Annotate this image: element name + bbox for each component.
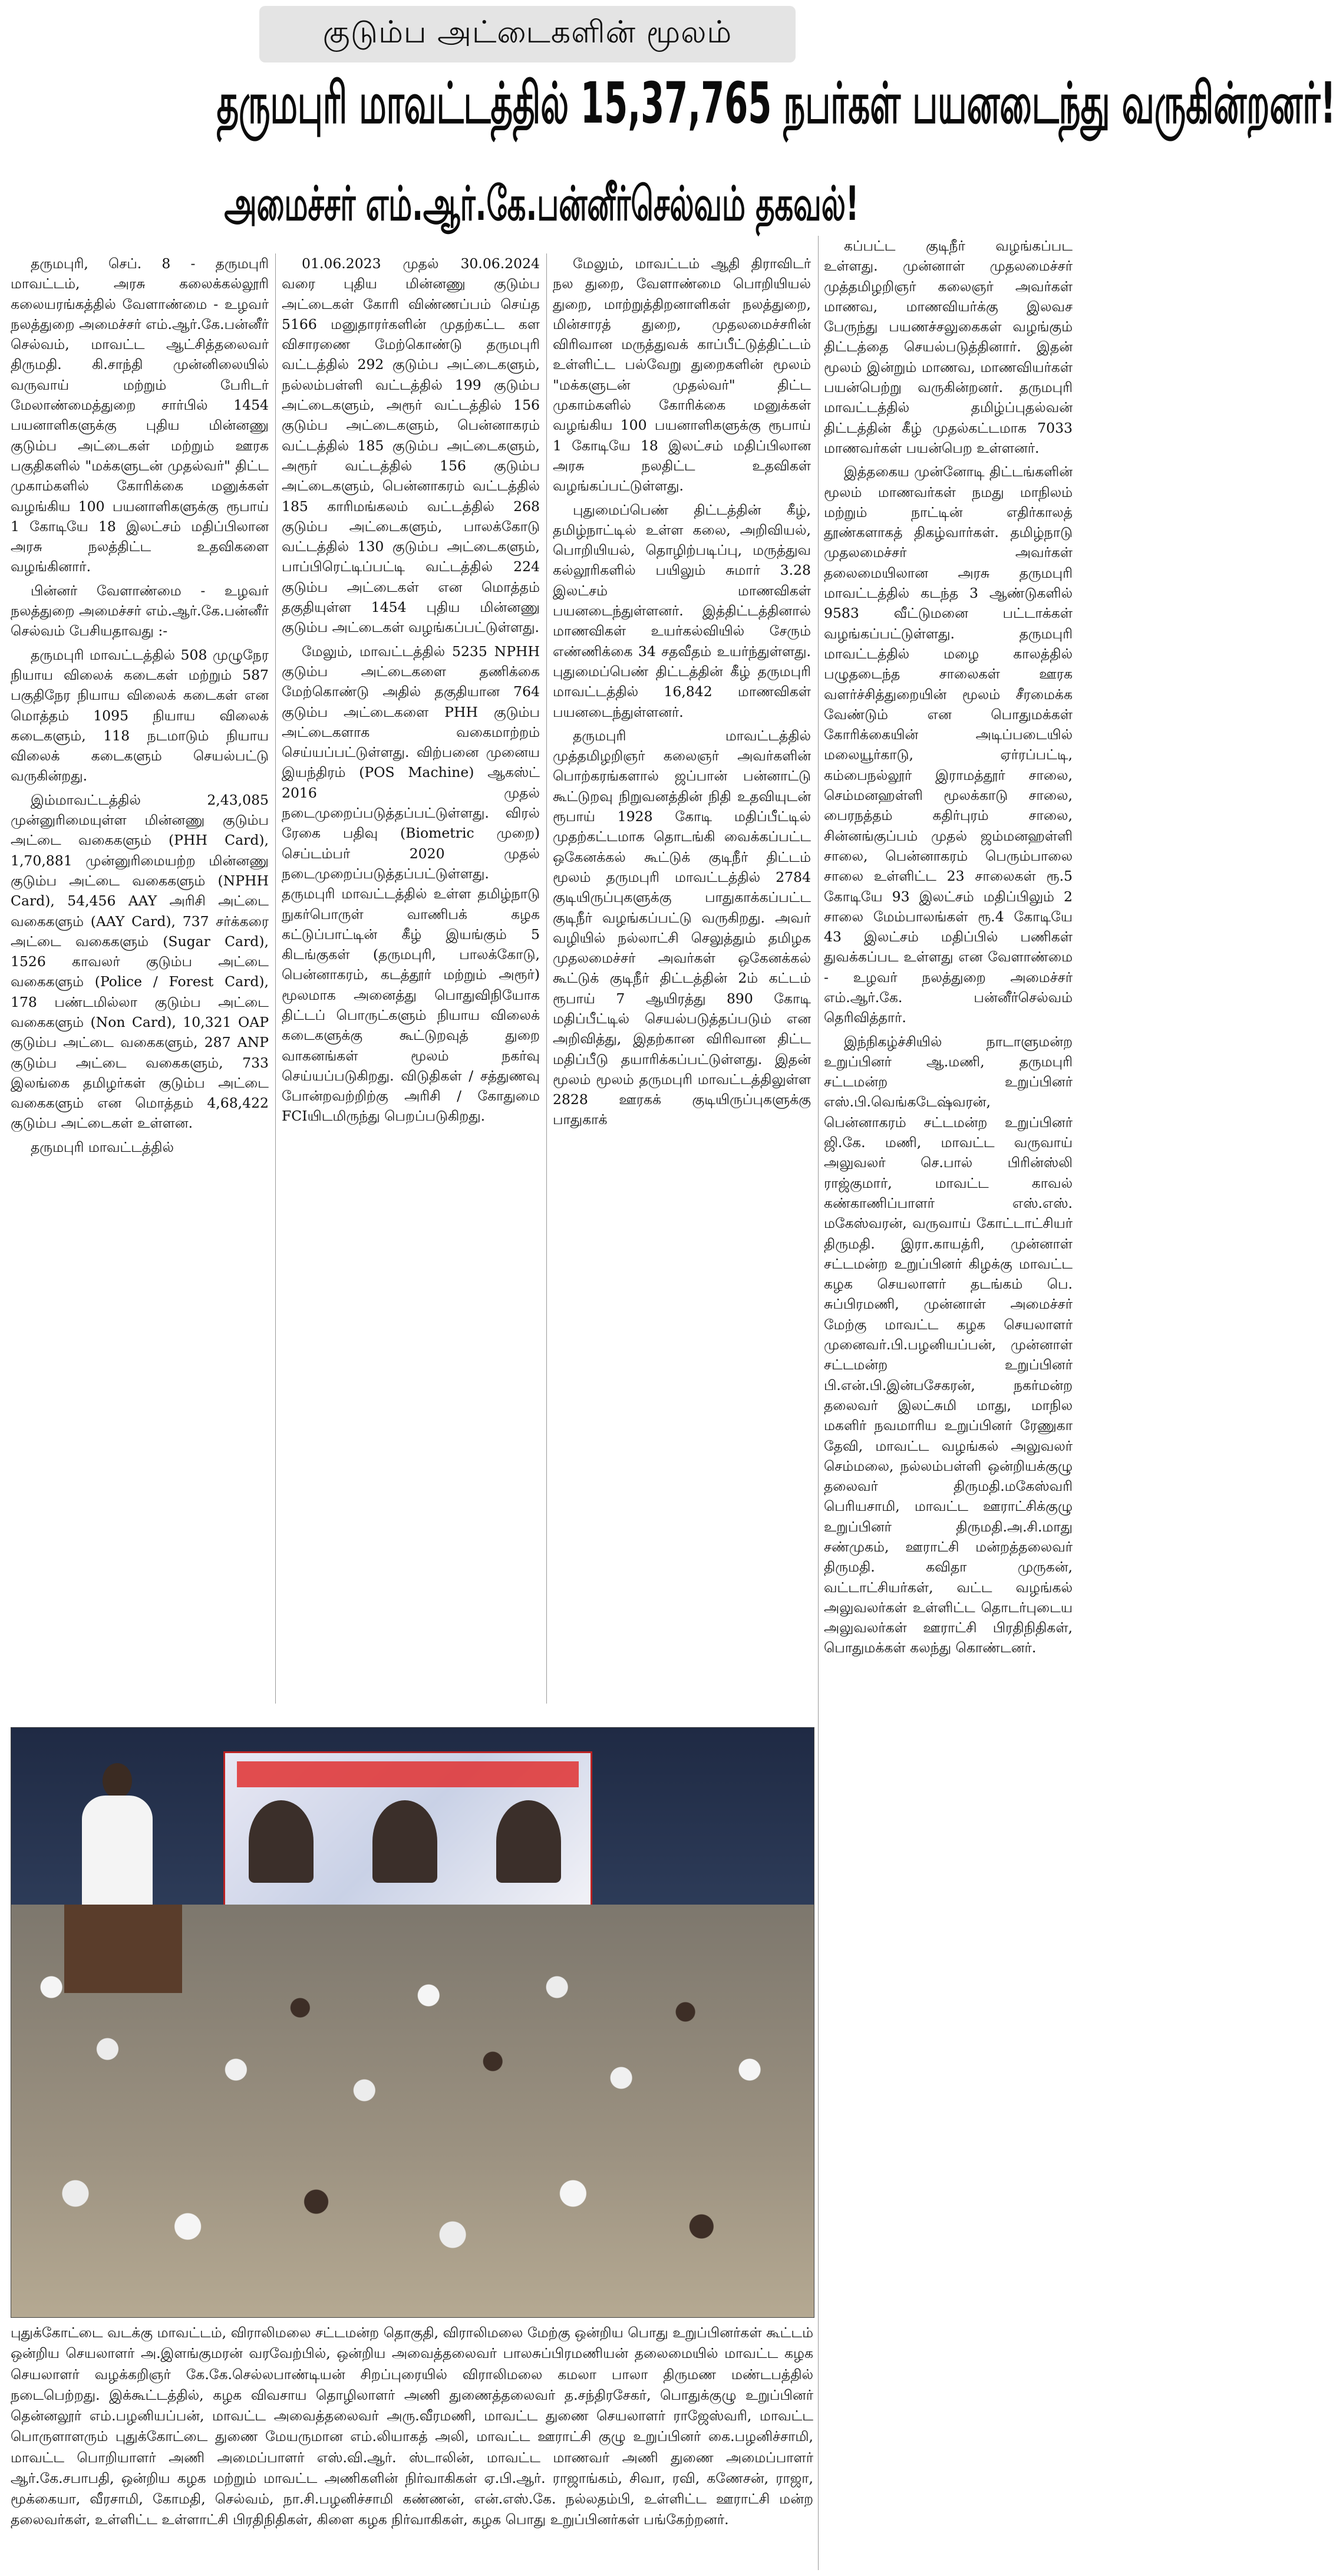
podium: [64, 1905, 182, 1993]
subheadline: அமைச்சர் எம்.ஆர்.கே.பன்னீர்செல்வம் தகவல்!: [224, 176, 859, 231]
paragraph: மேலும், மாவட்டத்தில் 5235 NPHH குடும்ப அட்டைகளை தணிக்கை மேற்கொண்டு அதில் தகுதியான 764 குடும்ப அட்டைகளை PHH குடும்ப அட்டைகளாக வகைமாற்றம் செய்யப்பட்டுள்ளது. விற்பனை முனைய இயந்திரம் (POS Machine) ஆகஸ்ட் 2016 முதல் நடைமுறைப்படுத்தப்பட்டுள்ளது. விரல் ரேகை பதிவு (Biometric முறை) செப்டம்பர் 2020 முதல் நடைமுறைப்படுத்தப்பட்டுள்ளது. தருமபுரி மாவட்டத்தில் உள்ள தமிழ்நாடு நுகர்பொருள் வாணிபக் கழக கட்டுப்பாட்டின் கீழ் இயங்கும் 5 கிடங்குகள் (தருமபுரி, பாலக்கோடு, பென்னாகரம், கடத்தூர் மற்றும் அரூர்) மூலமாக அனைத்து பொதுவிநியோக திட்டப் பொருட்களும் நியாய விலைக் கடைகளுக்கு கூட்டுறவுத் துறை வாகனங்கள் மூலம் நகர்வு செய்யப்படுகிறது. விடுதிகள் / சத்துணவு போன்றவற்றிற்கு அரிசி / கோதுமை FCIயிடமிருந்து பெறப்படுகிறது.: [282, 643, 540, 1125]
stage-banner: [223, 1751, 592, 1908]
banner-strip: [237, 1761, 579, 1787]
paragraph: 01.06.2023 முதல் 30.06.2024 வரை புதிய மின்னணு குடும்ப அட்டைகள் கோரி விண்ணப்பம் செய்த 5166 மனுதாரர்களின் முதற்கட்ட கள விசாரணை மேற்கொண்டு தருமபுரி வட்டத்தில் 292 குடும்ப அட்டைகளும், நல்லம்பள்ளி வட்டத்தில் 199 குடும்ப அட்டைகளும், அரூர் வட்டத்தில் 156 குடும்ப அட்டைகளும், பென்னாகரம் வட்டத்தில் 185 குடும்ப அட்டைகளும், அரூர் வட்டத்தில் 156 குடும்ப அட்டைகளும், பென்னாகரம் வட்டத்தில் 185 காரிமங்கலம் வட்டத்தில் 268 குடும்ப அட்டைகளும், பாலக்கோடு வட்டத்தில் 130 குடும்ப அட்டைகளும், பாப்பிரெட்டிப்பட்டி வட்டத்தில் 224 குடும்ப அட்டைகள் என மொத்தம் தகுதியுள்ள 1454 புதிய மின்னணு குடும்ப அட்டைகள் வழங்கப்பட்டுள்ளது.: [282, 255, 540, 636]
column-divider: [275, 253, 276, 1704]
paragraph: இத்தகைய முன்னோடி திட்டங்களின் மூலம் மாணவர்கள் நமது மாநிலம் மற்றும் நாட்டின் எதிர்காலத் தூண்களாகத் திகழ்வார்கள். தமிழ்நாடு முதலமைச்சர் அவர்கள் தலைமையிலான அரசு தருமபுரி மாவட்டத்தில் கடந்த 3 ஆண்டுகளில் 9583 வீட்டுமனை பட்டாக்கள் வழங்கப்பட்டுள்ளது. தருமபுரி மாவட்டத்தில் மழை காலத்தில் பழுதடைந்த சாலைகள் ஊரக வளர்ச்சித்துறையின் மூலம் சீரமைக்க வேண்டும் என பொதுமக்கள் கோரிக்கையின் அடிப்படையில் மலையூர்காடு, ஏர்ரப்பட்டி, கம்பைநல்லூர் இராமத்தூர் சாலை, செம்மனஹள்ளி மூலக்காடு சாலை, பைரநத்தம் கதிர்புரம் சாலை, சின்னங்குப்பம் முதல் ஜம்மனஹள்ளி சாலை, பென்னாகரம் பெரும்பாலை சாலை உள்ளிட்ட 23 சாலைகள் ரூ.5 கோடியே 93 இலட்சம் மதிப்பிலும் 2 சாலை மேம்பாலங்கள் ரூ.4 கோடியே 43 இலட்சம் மதிப்பில் பணிகள் துவக்கப்பட உள்ளது என வேளாண்மை - உழவர் நலத்துறை அமைச்சர் எம்.ஆர்.கே. பன்னீர்செல்வம் தெரிவித்தார்.: [824, 463, 1073, 1026]
paragraph: பின்னர் வேளாண்மை - உழவர் நலத்துறை அமைச்சர் எம்.ஆர்.கே.பன்னீர் செல்வம் பேசியதாவது :-: [11, 582, 269, 640]
paragraph: தருமபுரி மாவட்டத்தில் 508 முழுநேர நியாய விலைக் கடைகள் மற்றும் 587 பகுதிநேர நியாய விலைக் கடைகள் என மொத்தம் 1095 நியாய விலைக் கடைகளும், 118 நடமாடும் நியாய விலைக் கடைகளும் செயல்பட்டு வருகின்றது.: [11, 646, 269, 785]
paragraph: தருமபுரி, செப். 8 - தருமபுரி மாவட்டம், அரசு கலைக்கல்லூரி கலையரங்கத்தில் வேளாண்மை - உழவர் நலத்துறை அமைச்சர் எம்.ஆர்.கே.பன்னீர் செல்வம், மாவட்ட ஆட்சித்தலைவர் திருமதி. கி.சாந்தி முன்னிலையில் வருவாய் மற்றும் பேரிடர் மேலாண்மைத்துறை சார்பில் 1454 பயனாளிகளுக்கு புதிய மின்னணு குடும்ப அட்டைகள் மற்றும் ஊரக பகுதிகளில் "மக்களுடன் முதல்வர்" திட்ட முகாம்களில் கோரிக்கை மனுக்கள் வழங்கிய 100 பயனாளிகளுக்கு ரூபாய் 1 கோடியே 18 இலட்சம் மதிப்பிலான அரசு நலத்திட்ட உதவிகளை வழங்கினார்.: [11, 255, 269, 575]
caption-text: புதுக்கோட்டை வடக்கு மாவட்டம், விராலிமலை சட்டமன்ற தொகுதி, விராலிமலை மேற்கு ஒன்றிய பொது உறுப்பினர்கள் கூட்டம் ஒன்றிய செயலாளர் அ.இளங்குமரன் வரவேற்பில், ஒன்றிய அவைத்தலைவர் பாலசுப்பிரமணியன் தலைமையில் மாவட்ட கழக செயலாளர் வழக்கறிஞர் கே.கே.செல்லபாண்டியன் சிறப்புரையில் விராலிமலை கமலா பாலா திருமண மண்டபத்தில் நடைபெற்றது. இக்கூட்டத்தில், கழக விவசாய தொழிலாளர் அணி துணைத்தலைவர் த.சந்திரசேகர், பொதுக்குழு உறுப்பினர் தென்னலூர் எம்.பழனியப்பன், மாவட்ட அவைத்தலைவர் அரு.வீரமணி, மாவட்ட துணை செயலாளர் ராஜேஸ்வரி, மாவட்ட பொருளாளரும் புதுக்கோட்டை துணை மேயருமான எம்.லியாகத் அலி, மாவட்ட ஊராட்சி குழு உறுப்பினர் கை.பழனிச்சாமி, மாவட்ட பொறியாளர் அணி அமைப்பாளர் எஸ்.வி.ஆர். ஸ்டாலின், மாவட்ட மாணவர் அணி துணை அமைப்பாளர் ஆர்.கே.சபாபதி, ஒன்றிய கழக மற்றும் மாவட்ட அணிகளின் நிர்வாகிகள் ஏ.பி.ஆர். ராஜாங்கம், சிவா, ரவி, கணேசன், ராஜா, மூக்கையா, வீரசாமி, கோமதி, செல்வம், நா.சி.பழனிச்சாமி கண்ணன், என்.எஸ்.கே. நல்லதம்பி, உள்ளிட்ட ஊராட்சி மன்ற தலைவர்கள், உள்ளிட்ட உள்ளாட்சி பிரதிநிதிகள், கிளை கழக நிர்வாகிகள், கழக பொது உறுப்பினர்கள் பங்கேற்றனர்.: [11, 2324, 813, 2528]
paragraph: புதுமைப்பெண் திட்டத்தின் கீழ், தமிழ்நாட்டில் உள்ள கலை, அறிவியல், பொறியியல், தொழிற்படிப்பு, மருத்துவ கல்லூரிகளில் பயிலும் சுமார் 3.28 இலட்சம் மாணவிகள் பயனடைந்துள்ளனர். இத்திட்டத்தினால் மாணவிகள் உயர்கல்வியில் சேரும் எண்ணிக்கை 34 சதவீதம் உயர்ந்துள்ளது. புதுமைப்பெண் திட்டத்தின் கீழ் தருமபுரி மாவட்டத்தில் 16,842 மாணவிகள் பயனடைந்துள்ளனர்.: [553, 501, 811, 720]
article-column-4: [824, 236, 1073, 2570]
paragraph: இந்நிகழ்ச்சியில் நாடாளுமன்ற உறுப்பினர் ஆ.மணி, தருமபுரி சட்டமன்ற உறுப்பினர் எஸ்.பி.வெங்கடேஷ்வரன், பென்னாகரம் சட்டமன்ற உறுப்பினர் ஜி.கே. மணி, மாவட்ட வருவாய் அலுவலர் செ.பால் பிரின்ஸ்லி ராஜ்குமார், மாவட்ட காவல் கண்காணிப்பாளர் எஸ்.எஸ். மகேஸ்வரன், வருவாய் கோட்டாட்சியர் திருமதி. இரா.காயத்ரி, முன்னாள் சட்டமன்ற உறுப்பினர் கிழக்கு மாவட்ட கழக செயலாளர் தடங்கம் பெ. சுப்பிரமணி, முன்னாள் அமைச்சர் மேற்கு மாவட்ட கழக செயலாளர் முனைவர்.பி.பழனியப்பன், முன்னாள் சட்டமன்ற உறுப்பினர் பி.என்.பி.இன்பசேகரன், நகர்மன்ற தலைவர் இலட்சுமி மாது, மாநில மகளிர் நவமாரிய உறுப்பினர் ரேணுகா தேவி, மாவட்ட வழங்கல் அலுவலர் செம்மலை, நல்லம்பள்ளி ஒன்றியக்குழு தலைவர் திருமதி.மகேஸ்வரி பெரியசாமி, மாவட்ட ஊராட்சிக்குழு உறுப்பினர் திருமதி.அ.சி.மாது சண்முகம், ஊராட்சி மன்றத்தலைவர் திருமதி. கவிதா முருகன், வட்டாட்சியர்கள், வட்ட வழங்கல் அலுவலர்கள் உள்ளிட்ட தொடர்புடைய அலுவலர்கள் ஊராட்சி பிரதிநிதிகள், பொதுமக்கள் கலந்து கொண்டனர்.: [824, 1033, 1073, 1656]
kicker-box: [259, 6, 796, 62]
article-column-3: [553, 253, 811, 1704]
column-divider: [818, 236, 819, 2570]
paragraph: இம்மாவட்டத்தில் 2,43,085 முன்னுரிமையுள்ள மின்னணு குடும்ப அட்டை வகைகளும் (PHH Card), 1,70,881 முன்னுரிமையற்ற மின்னணு குடும்ப அட்டை வகைகளும் (NPHH Card), 54,456 AAY அரிசி அட்டை வகைகளும் (AAY Card), 737 சர்க்கரை அட்டை வகைகளும் (Sugar Card), 1526 காவலர் குடும்ப அட்டை வகைகளும் (Police / Forest Card), 178 பண்டமில்லா குடும்ப அட்டை வகைகளும் (Non Card), 10,321 OAP குடும்ப அட்டை வகைகளும், 287 ANP குடும்ப அட்டை வகைகளும், 733 இலங்கை தமிழர்கள் குடும்ப அட்டை வகைகளும் என மொத்தம் 4,68,422 குடும்ப அட்டைகள் உள்ளன.: [11, 791, 269, 1132]
paragraph: மேலும், மாவட்டம் ஆதி திராவிடர் நல துறை, வேளாண்மை பொறியியல் துறை, மாற்றுத்திறனாளிகள் நலத்துறை, மின்சாரத் துறை, முதலமைச்சரின் விரிவான மருத்துவக் காப்பீட்டுத்திட்டம் உள்ளிட்ட பல்வேறு துறைகளின் மூலம் "மக்களுடன் முதல்வர்" திட்ட முகாம்களில் கோரிக்கை மனுக்கள் வழங்கிய 100 பயனாளிகளுக்கு ரூபாய் 1 கோடியே 18 இலட்சம் மதிப்பிலான அரசு நலதிட்ட உதவிகள் வழங்கப்பட்டுள்ளது.: [553, 255, 811, 495]
photo-caption: [11, 2323, 813, 2570]
paragraph: கப்பட்ட குடிநீர் வழங்கப்பட உள்ளது. முன்னாள் முதலமைச்சர் முத்தமிழறிஞர் கலைஞர் அவர்கள் மாணவ, மாணவியர்க்கு இலவச பேருந்து பயணச்சலுகைகள் வழங்கும் திட்டத்தை செயல்படுத்தினார். இதன் மூலம் இன்றும் மாணவ, மாணவியர்கள் பயன்பெற்று வருகின்றனர். தருமபுரி மாவட்டத்தில் தமிழ்ப்புதல்வன் திட்டத்தின் கீழ் முதல்கட்டமாக 7033 மாணவர்கள் பயன்பெற உள்ளனர்.: [824, 238, 1073, 456]
kicker-text: குடும்ப அட்டைகளின் மூலம்: [322, 14, 733, 50]
speaker-head: [103, 1763, 132, 1798]
paragraph: தருமபுரி மாவட்டத்தில் முத்தமிழறிஞர் கலைஞர் அவர்களின் பொற்கரங்களால் ஜப்பான் பன்னாட்டு கூட்டுறவு நிறுவனத்தின் நிதி உதவியுடன் ரூபாய் 1928 கோடி மதிப்பீட்டில் முதற்கட்டமாக தொடங்கி வைக்கப்பட்ட ஒகேனக்கல் கூட்டுக் குடிநீர் திட்டம் மூலம் தருமபுரி மாவட்டத்தில் 2784 குடியிருப்புகளுக்கு பாதுகாக்கப்பட்ட குடிநீர் வழங்கப்பட்டு வருகிறது. அவர் வழியில் நல்லாட்சி செலுத்தும் தமிழக முதலமைச்சர் அவர்கள் ஒகேனக்கல் கூட்டுக் குடிநீர் திட்டத்தின் 2ம் கட்டம் ரூபாய் 7 ஆயிரத்து 890 கோடி மதிப்பீட்டில் செயல்படுத்தப்படும் என அறிவித்து, இதற்கான விரிவான திட்ட மதிப்பீடு தயாரிக்கப்பட்டுள்ளது. இதன் மூலம் மூலம் தருமபுரி மாவட்டத்திலுள்ள 2828 ஊரகக் குடியிருப்புகளுக்கு பாதுகாக்: [553, 727, 811, 1128]
portrait-figure: [372, 1800, 437, 1883]
headline: தருமபுரி மாவட்டத்தில் 15,37,765 நபர்கள் பயனடைந்து வருகின்றனர்!: [216, 70, 1336, 136]
portrait-figure: [496, 1800, 561, 1883]
portrait-figure: [249, 1800, 314, 1883]
column-divider: [546, 253, 547, 1704]
article-column-2: [282, 253, 540, 1704]
event-photo: [11, 1727, 814, 2318]
article-column-1: [11, 253, 269, 1704]
paragraph: தருமபுரி மாவட்டத்தில்: [31, 1138, 174, 1155]
